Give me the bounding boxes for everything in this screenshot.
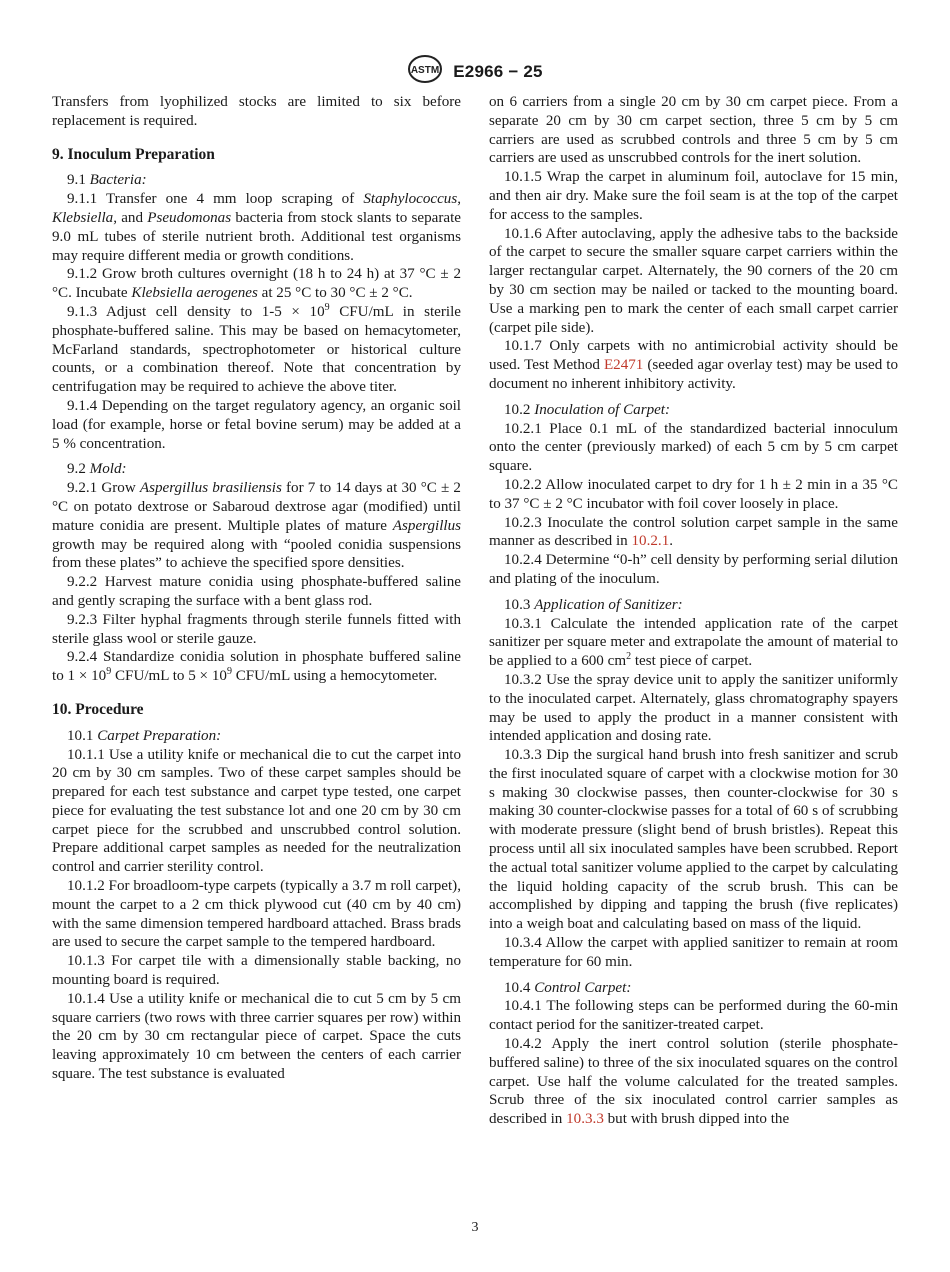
- reference-link-e2471[interactable]: E2471: [603, 357, 644, 374]
- paragraph: Transfers from lyophilized stocks are limited to six before replacement is required.: [52, 94, 461, 129]
- paragraph: 10.4.2 Apply the inert control solution (sterile phosphate-buffered saline) to three of the six inoculated squares on the control carpet. Use half the volume calculated for the treated samples. Scrub three of the six inoculated control carrier samples as described in 10.3.3 but with brush dipped into the: [489, 1036, 898, 1128]
- paragraph: 9.1.1 Transfer one 4 mm loop scraping of Staphylococcus, Klebsiella, and Pseudomonas bacteria from stock slants to separate 9.0 mL tubes of sterile nutrient broth. Additional test organisms may require different media or growth conditions.: [52, 191, 461, 264]
- paragraph: 10.1.3 For carpet tile with a dimensionally stable backing, no mounting board is required.: [52, 953, 461, 989]
- paragraph: 10.2.4 Determine “0-h” cell density by performing serial dilution and plating of the inoculum.: [489, 552, 898, 587]
- section-heading: 9. Inoculum Preparation: [52, 145, 215, 163]
- paragraph: 10.1.6 After autoclaving, apply the adhesive tabs to the backside of the carpet to secure the smaller square carpet carriers within the larger rectangular carpet. Alternately, the 90 corners of the 20 cm by 30 cm section may be nailed or tacked to the mounting board. Use a marking pen to mark the center of each small carpet carrier (carpet pile side).: [489, 225, 898, 336]
- subsection-heading: 10.4 Control Carpet:: [504, 979, 632, 996]
- paragraph: 10.2.3 Inoculate the control solution carpet sample in the same manner as described in 10.2.1.: [489, 514, 898, 550]
- paragraph: 9.2.1 Grow Aspergillus brasiliensis for 7 to 14 days at 30 °C ± 2 °C on potato dextrose or Sabaroud dextrose agar (modified) until mature conidia are present. Multiple plates of mature Aspergillus growth may be required along with “pooled conidia suspensions from these plates” to achieve the specified spore densities.: [52, 480, 461, 572]
- paragraph: on 6 carriers from a single 20 cm by 30 cm carpet piece. From a separate 20 cm by 30 cm carpet section, three 5 cm by 5 cm carriers are used as scrubbed controls and three 5 cm by 5 cm carriers are used as unscrubbed controls for the inert solution.: [489, 94, 898, 167]
- page-header: [0, 54, 950, 89]
- subsection-heading: 10.3 Application of Sanitizer:: [504, 596, 683, 613]
- svg-text:ASTM: ASTM: [411, 65, 440, 76]
- paragraph: 10.3.1 Calculate the intended application rate of the carpet sanitizer per square meter and extrapolate the amount of material to be applied to a 600 $cm^2$ test piece of carpet.: [489, 615, 898, 670]
- reference-link-10-2-1[interactable]: 10.2.1: [631, 533, 670, 550]
- paragraph: 10.1.1 Use a utility knife or mechanical die to cut the carpet into 20 cm by 30 cm samples. Two of these carpet samples should be prepared for each test substance and carpet type tested, one carpet piece for evaluating the test substance lot and one 20 cm by 30 cm carpet piece for the scrubbed and unscrubbed control solution. Prepare additional carpet samples as needed for the neutralization control and carrier sterility control.: [52, 746, 461, 876]
- paragraph: 10.3.2 Use the spray device unit to apply the sanitizer uniformly to the inoculated carpet. Alternately, glass chromatography spayers may be used to apply the product in a manner consistent with intended application and dosing rate.: [489, 671, 898, 745]
- paragraph: 10.1.4 Use a utility knife or mechanical die to cut 5 cm by 5 cm square carriers (two rows with three carrier squares per row) within the 20 cm by 30 cm rectangular piece of carpet. Space the cuts leaving approximately 10 cm between the centers of each carrier square. The test substance is evaluated: [52, 990, 461, 1083]
- paragraph: 10.1.7 Only carpets with no antimicrobial activity should be used. Test Method E2471 (seeded agar overlay test) may be used to document no inherent inhibitory activity.: [489, 338, 898, 392]
- paragraph: 10.3.3 Dip the surgical hand brush into fresh sanitizer and scrub the first inoculated square of carpet with a clockwise motion for 30 s making 30 clockwise passes, then counter-clockwise for 30 s making 30 counter-clockwise passes for a total of 60 s of scrubbing with moderate pressure (slight bend of brush bristles). Repeat this process until all six inoculated samples have been scrubbed. Report the actual total sanitizer volume applied to the carpet by calculating the liquid holding capacity of the scrub brush. This can be accomplished by dipping and tapping the brush (five replicates) into a weigh boat and calculating based on mass of the liquid.: [489, 747, 898, 933]
- paragraph: 10.2.2 Allow inoculated carpet to dry for 1 h ± 2 min in a 35 °C to 37 °C ± 2 °C incubator with foil cover loosely in place.: [489, 476, 898, 512]
- page-number: 3: [471, 1220, 479, 1235]
- paragraph: 10.4.1 The following steps can be performed during the 60-min contact period for the sanitizer-treated carpet.: [489, 998, 898, 1034]
- left-column: [52, 93, 461, 1084]
- paragraph: 9.2.4 Standardize conidia solution in phosphate buffered saline to $1 \times 10^9$ CFU/mL to $5 \times 10^9$ CFU/mL using a hemocytometer.: [52, 649, 461, 685]
- paragraph: 9.2.3 Filter hyphal fragments through sterile funnels fitted with sterile glass wool or sterile gauze.: [52, 611, 461, 647]
- paragraph: 9.1.2 Grow broth cultures overnight (18 h to 24 h) at 37 °C ± 2 °C. Incubate Klebsiella aerogenes at 25 °C to 30 °C ± 2 °C.: [52, 266, 461, 302]
- right-column: [489, 93, 898, 1129]
- subsection-heading: 9.2 Mold:: [67, 461, 127, 478]
- section-heading: 10. Procedure: [52, 700, 144, 718]
- document-designation: E2966 − 25: [453, 61, 543, 81]
- paragraph: 10.3.4 Allow the carpet with applied sanitizer to remain at room temperature for 60 min.: [489, 935, 898, 970]
- paragraph: 9.1.4 Depending on the target regulatory agency, an organic soil load (for example, horse or fetal bovine serum) may be added at a 5 % concentration.: [52, 397, 461, 452]
- paragraph: 9.2.2 Harvest mature conidia using phosphate-buffered saline and gently scraping the surface with a bent glass rod.: [52, 574, 461, 609]
- paragraph: 10.2.1 Place 0.1 mL of the standardized bacterial innoculum onto the center (previously marked) of each 5 cm by 5 cm carpet square.: [489, 420, 898, 475]
- subsection-heading: 10.2 Inoculation of Carpet:: [504, 401, 671, 418]
- paragraph: 10.1.2 For broadloom-type carpets (typically a 3.7 m roll carpet), mount the carpet to a 2 cm thick plywood cut (40 cm by 40 cm) with the same dimension tempered hardboard attached. Brass brads are used to secure the carpet sample to the tempered hardboard.: [52, 878, 461, 951]
- reference-link-10-3-3[interactable]: 10.3.3: [566, 1111, 604, 1128]
- astm-logo-icon: [407, 54, 443, 89]
- paragraph: 10.1.5 Wrap the carpet in aluminum foil, autoclave for 15 min, and then air dry. Make sure the foil seam is at the top of the carpet for access to the samples.: [489, 169, 898, 223]
- paragraph: 9.1.3 Adjust cell density to $1-5 \times 10^9$ CFU/mL in sterile phosphate-buffered saline. This may be based on hemacytometer, McFarland standards, spectrophotometer or historical culture counts, or a combination thereof. Note that concentration by centrifugation may be required to achieve the above titer.: [52, 301, 461, 396]
- subsection-heading: 10.1 Carpet Preparation:: [67, 727, 222, 744]
- subsection-heading: 9.1 Bacteria:: [67, 172, 147, 189]
